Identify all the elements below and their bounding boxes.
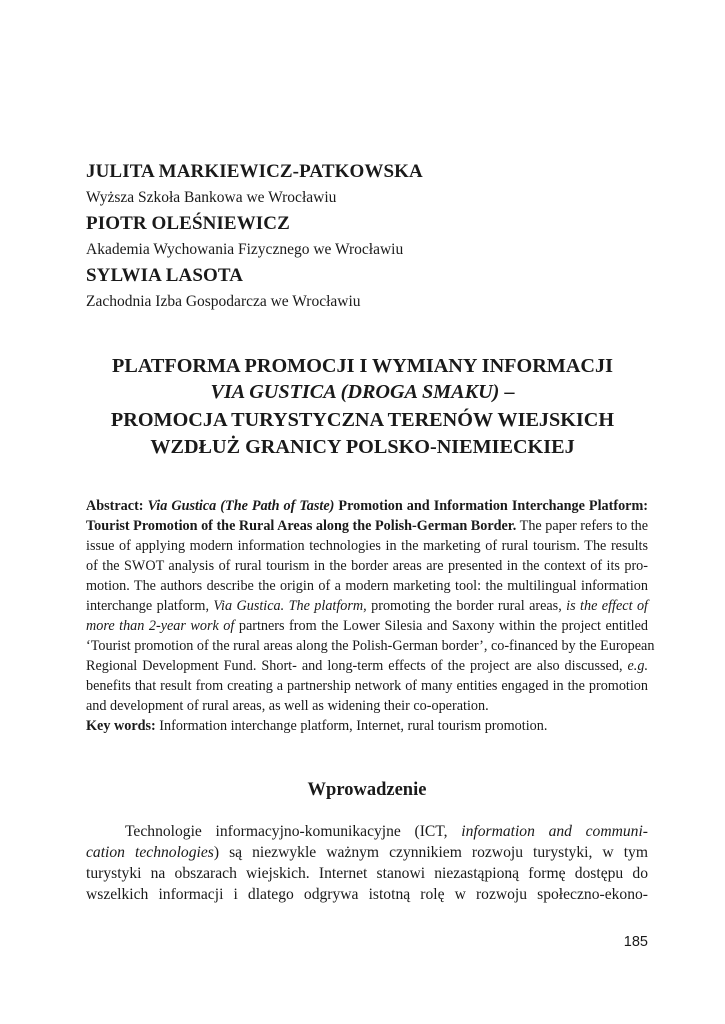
abstract-line-11: and development of rural areas, as well as widening their co-operation. — [86, 698, 489, 714]
abstract-line-2 — [86, 517, 648, 536]
body-text-1b: information and communi- — [461, 823, 648, 840]
author-name-3: SYLWIA LASOTA — [86, 265, 244, 286]
author-affiliation-2: Akademia Wychowania Fizycznego we Wrocławiu — [86, 241, 404, 258]
abstract-line-10: benefits that result from creating a partnership network of many entities engaged in the promotion — [86, 678, 648, 694]
author-name-2: PIOTR OLEŚNIEWICZ — [86, 213, 290, 234]
title-line-1: PLATFORMA PROMOCJI I WYMIANY INFORMACJI — [112, 355, 613, 377]
abstract-line-3: issue of applying modern information technologies in the marketing of rural tourism. The results — [86, 538, 648, 554]
abstract-line-8: ‘Tourist promotion of the rural areas along the Polish-German border’, co-financed by the European — [86, 638, 655, 654]
abstract-title-italic: Via Gustica (The Path of Taste) — [147, 498, 335, 514]
abstract-text-6a: interchange platform, — [86, 598, 214, 614]
abstract-title-rest-2: Tourist Promotion of the Rural Areas along the Polish-German Border. — [86, 518, 517, 534]
abstract-text-6b: Via Gustica. The platform, — [213, 598, 367, 614]
section-heading: Wprowadzenie — [307, 780, 427, 800]
author-affiliation-1: Wyższa Szkoła Bankowa we Wrocławiu — [86, 189, 337, 206]
author-affiliation-3: Zachodnia Izba Gospodarcza we Wrocławiu — [86, 293, 361, 310]
title-line-3: PROMOCJA TURYSTYCZNA TERENÓW WIEJSKICH — [110, 409, 615, 431]
abstract-line-4: of the SWOT analysis of rural tourism in the border areas are presented in the context of its pro- — [86, 558, 648, 574]
body-text-2b: ) są niezwykle ważnym czynnikiem rozwoju turystyki, w tym — [213, 844, 648, 861]
abstract-line-5: motion. The authors describe the origin of a modern marketing tool: the multilingual information — [86, 578, 648, 594]
abstract-label: Abstract: — [86, 498, 144, 514]
abstract-text-7b: partners from the Lower Silesia and Saxony within the project entitled — [234, 618, 648, 634]
author-name-1: JULITA MARKIEWICZ-PATKOWSKA — [86, 161, 423, 182]
abstract-line-6 — [86, 597, 648, 616]
title-italic-part: VIA GUSTICA (DROGA SMAKU) — [210, 381, 500, 403]
page-number: 185 — [623, 934, 648, 950]
body-line-4: wszelkich informacji i dlatego odgrywa istotną rolę w rozwoju społeczno-ekono- — [86, 886, 648, 903]
title-line-4: WZDŁUŻ GRANICY POLSKO-NIEMIECKIEJ — [150, 436, 575, 458]
title-dash: – — [499, 381, 515, 403]
abstract-text-9a: Regional Development Fund. Short- and long-term effects of the project are also discussed, — [86, 658, 628, 674]
abstract-title-rest-1: Promotion and Information Interchange Platform: — [334, 498, 649, 514]
abstract-line-7 — [86, 617, 648, 636]
abstract-text-2: The paper refers to the — [516, 518, 649, 534]
abstract-text-6d: is the effect of — [566, 598, 648, 614]
body-line-2 — [86, 842, 648, 863]
abstract-text-9b: e.g. — [627, 658, 648, 674]
body-text-1a: Technologie informacyjno-komunikacyjne (ICT, — [125, 823, 462, 840]
abstract-line-1 — [86, 497, 648, 516]
body-line-1 — [125, 821, 648, 842]
keywords-text: Information interchange platform, Internet, rural tourism promotion. — [155, 718, 548, 734]
body-line-3: turystyki na obszarach wiejskich. Internet stanowi niezastąpioną formę dostępu do — [86, 865, 648, 882]
abstract-text-7a: more than 2-year work of — [86, 618, 235, 634]
keywords — [86, 717, 648, 736]
abstract-text-6c: promoting the border rural areas, — [366, 598, 567, 614]
keywords-label: Key words: — [86, 718, 156, 734]
body-text-2a: cation technologies — [86, 844, 214, 861]
abstract-line-9 — [86, 657, 648, 676]
title-line-2 — [40, 380, 685, 404]
